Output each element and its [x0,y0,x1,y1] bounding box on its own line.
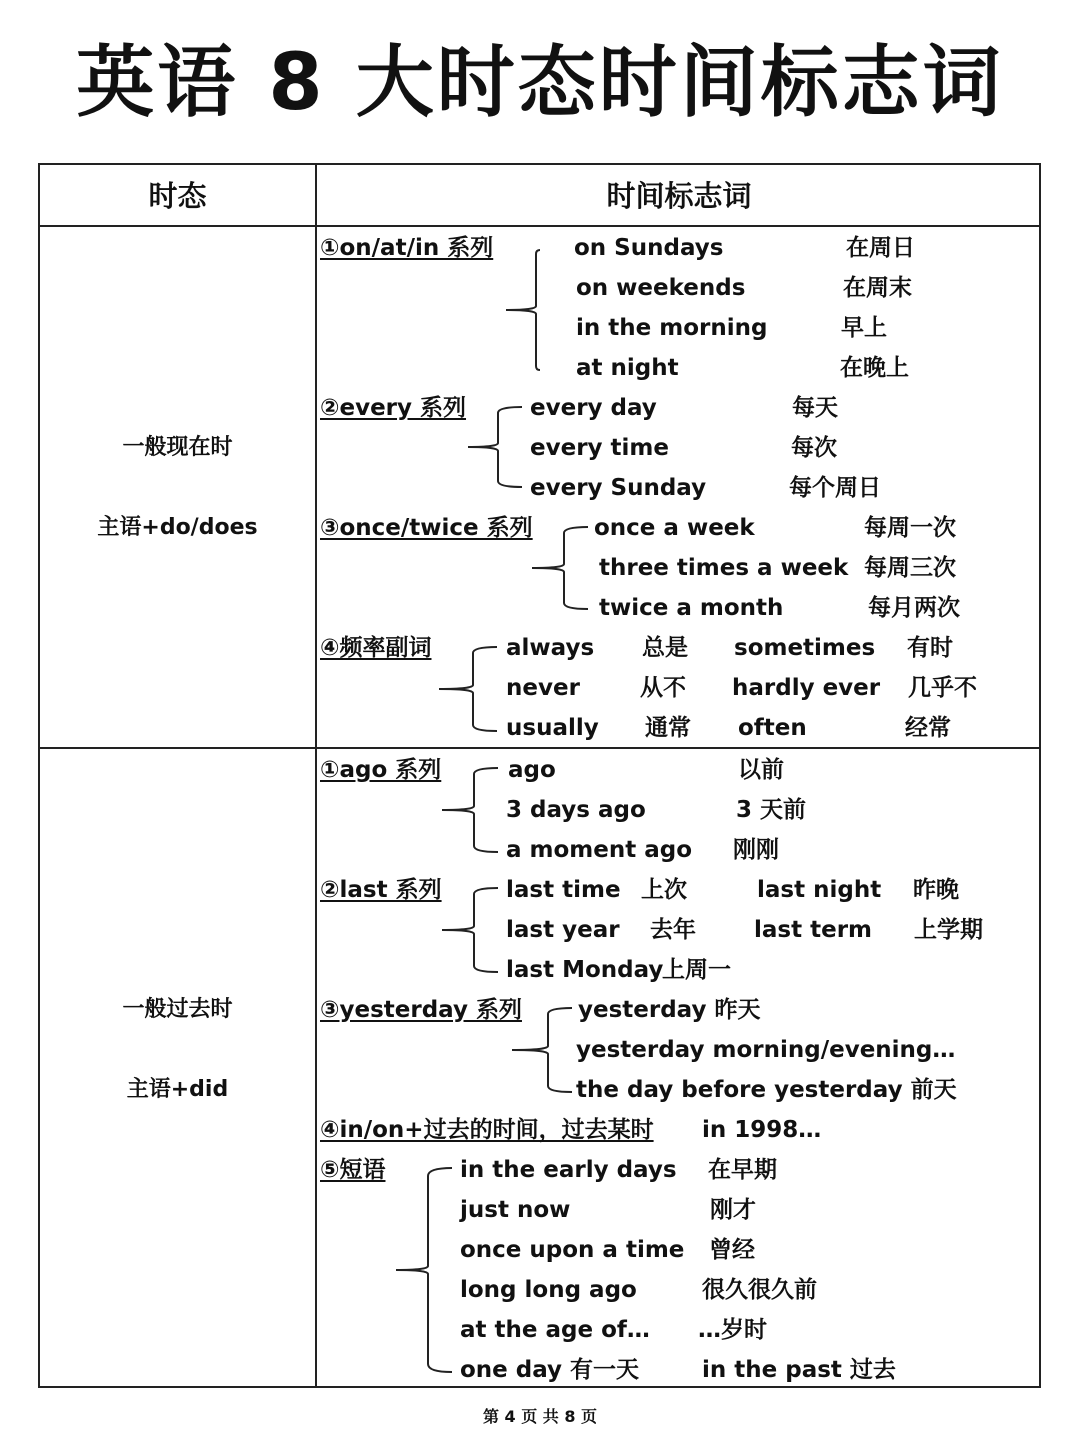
present-g4-zh-2: 从不 [640,675,686,701]
past-g5-en-1: in the early days [460,1157,677,1183]
past-group-5-label: ⑤短语 [320,1157,386,1183]
past-g5-en-2: just now [460,1197,571,1223]
present-group-2-label: ②every 系列 [320,395,467,421]
present-g2-zh-1: 每天 [792,395,838,421]
past-group-3-brace [510,1006,576,1094]
present-g2-en-3: every Sunday [530,475,707,501]
header-tense: 时态 [148,179,207,213]
past-g5-en-4: long long ago [460,1277,637,1303]
present-g4-zh2-3: 经常 [905,715,951,741]
present-g3-zh-3: 每月两次 [868,595,960,621]
past-g1-zh-2: 3 天前 [736,797,807,823]
present-g4-en2-3: often [738,715,807,741]
present-g1-en-1: on Sundays [574,235,724,261]
past-g5-en-5: at the age of… [460,1317,650,1343]
row-divider [40,747,1039,749]
present-g2-zh-2: 每次 [791,435,837,461]
present-group-1-brace [500,248,544,372]
past-g2-en2-1: last night [757,877,882,903]
past-g2-en-1: last time [506,877,621,903]
present-g4-en-3: usually [506,715,599,741]
past-group-1-label: ①ago 系列 [320,757,442,783]
present-group-3-label: ③once/twice 系列 [320,515,533,541]
present-g2-en-2: every time [530,435,669,461]
present-g1-zh-3: 早上 [841,315,887,341]
past-g5-zh-6: in the past 过去 [702,1357,896,1383]
past-g1-en-3: a moment ago [506,837,693,863]
past-g5-en-6: one day 有一天 [460,1357,640,1383]
past-g2-zh2-1: 昨晚 [913,877,959,903]
present-g2-zh-3: 每个周日 [789,475,881,501]
past-g2-en-3: last Monday [506,957,664,983]
present-g4-zh2-2: 几乎不 [908,675,977,701]
past-g3-item-1: yesterday 昨天 [578,997,761,1023]
past-g5-zh-1: 在早期 [708,1157,777,1183]
header-markers: 时间标志词 [606,179,752,213]
past-group-5-brace [394,1166,456,1376]
header-divider [40,225,1039,227]
past-g2-zh-1: 上次 [641,877,687,903]
present-g2-en-1: every day [530,395,657,421]
present-g3-zh-2: 每周三次 [864,555,956,581]
past-g5-zh-4: 很久很久前 [702,1277,817,1303]
past-g4-example: in 1998… [702,1117,822,1143]
present-g4-en-2: never [506,675,580,701]
present-g3-zh-1: 每周一次 [864,515,956,541]
past-g5-zh-5: …岁时 [698,1317,767,1343]
past-tense-formula: 主语+did [126,1077,229,1102]
past-g1-en-2: 3 days ago [506,797,646,823]
present-g3-en-3: twice a month [599,595,784,621]
present-g4-en2-2: hardly ever [732,675,881,701]
present-g4-zh-1: 总是 [642,635,688,661]
past-g3-item-3: the day before yesterday 前天 [576,1077,957,1103]
past-group-3-label: ③yesterday 系列 [320,997,522,1023]
column-divider [315,165,317,1386]
present-g1-zh-4: 在晚上 [840,355,909,381]
present-group-2-brace [466,405,526,489]
past-g2-en2-2: last term [754,917,872,943]
past-g3-item-2: yesterday morning/evening… [576,1037,956,1063]
present-g1-en-2: on weekends [576,275,746,301]
past-g1-zh-3: 刚刚 [733,837,779,863]
past-g5-zh-2: 刚才 [710,1197,756,1223]
present-g3-en-1: once a week [594,515,755,541]
past-g5-zh-3: 曾经 [709,1237,755,1263]
present-group-1-label: ①on/at/in 系列 [320,235,494,261]
past-tense-name: 一般过去时 [122,997,233,1022]
past-g2-en-2: last year [506,917,620,943]
past-g2-zh2-2: 上学期 [914,917,983,943]
present-g4-zh-3: 通常 [645,715,691,741]
past-group-1-brace [440,766,502,854]
present-g3-en-2: three times a week [599,555,849,581]
past-g1-zh-1: 以前 [738,757,784,783]
present-group-4-brace [437,645,501,733]
present-g1-zh-1: 在周日 [846,235,915,261]
present-group-3-brace [528,525,592,611]
past-group-4-label: ④in/on+过去的时间，过去某时 [320,1117,654,1143]
present-group-4-label: ④频率副词 [320,635,432,661]
page-title: 英语 8 大时态时间标志词 [76,38,1004,128]
past-group-2-label: ②last 系列 [320,877,442,903]
page-footer: 第 4 页 共 8 页 [482,1407,598,1426]
present-g4-zh2-1: 有时 [907,635,953,661]
present-g4-en2-1: sometimes [734,635,876,661]
present-tense-name: 一般现在时 [122,435,233,460]
present-g1-en-4: at night [576,355,679,381]
present-g1-en-3: in the morning [576,315,768,341]
present-tense-formula: 主语+do/does [97,515,258,540]
past-g1-en-1: ago [508,757,556,783]
past-g2-zh-3: 上周一 [662,957,731,983]
past-group-2-brace [440,886,502,974]
past-g2-zh-2: 去年 [650,917,696,943]
present-g1-zh-2: 在周末 [843,275,912,301]
present-g4-en-1: always [506,635,595,661]
past-g5-en-3: once upon a time [460,1237,685,1263]
